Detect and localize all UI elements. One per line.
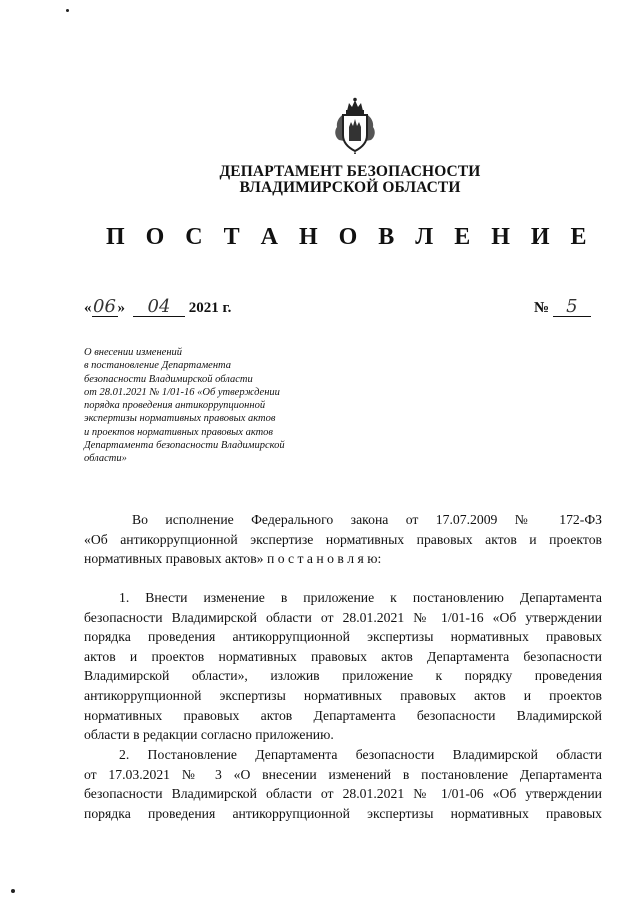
body-line: антикоррупционной экспертизы нормативных правовых актов и проектов [84,687,602,703]
subject-line: Департамента безопасности Владимирской [84,440,285,452]
document-title: П О С Т А Н О В Л Е Н И Е [105,224,595,250]
body-line: актов и проектов нормативных правовых актов Департамента безопасности [84,648,602,664]
date-close-quote: » [117,300,125,316]
body-line: нормативных правовых актов Департамента безопасности Владимирской [84,707,602,723]
subject-block [84,346,285,466]
subject-line: экспертизы нормативных правовых актов [84,413,276,425]
body-line: от 17.03.2021 № 3 «О внесении изменений в постановление Департамента [84,766,602,782]
subject-line: области» [84,453,127,465]
subject-line: и проектов нормативных правовых актов [84,426,273,438]
subject-line: порядка проведения антикоррупционной [84,400,266,412]
date-year: 2021 г. [188,300,232,316]
body-line: порядка проведения антикоррупционной экспертизы нормативных правовых [84,805,602,821]
subject-line: от 28.01.2021 № 1/01-16 «Об утверждении [84,386,280,398]
item-2-paragraph [84,745,602,823]
date-month-field: 04 [133,298,185,317]
coat-of-arms-icon [330,97,380,155]
scan-speck [66,9,69,12]
body-line: безопасности Владимирской области от 28.01.2021 № 1/01-06 «Об утверждении [84,786,602,802]
document-number [534,298,591,317]
body-line: безопасности Владимирской области от 28.01.2021 № 1/01-16 «Об утверждении [84,609,602,625]
body-line: области в редакции согласно приложению. [84,727,334,743]
body-line: 1. Внести изменение в приложение к постановлению Департамента [119,590,602,605]
number-label: № [534,300,550,316]
subject-line: в постановление Департамента [84,360,232,372]
body-line: Во исполнение Федерального закона от 17.07.2009 № 172-ФЗ [132,512,602,527]
number-value-field: 5 [553,298,591,317]
body-line: 2. Постановление Департамента безопасности Владимирской области [119,747,602,762]
item-1-paragraph [84,588,602,745]
department-name-line2: ВЛАДИМИРСКОЙ ОБЛАСТИ [239,179,461,196]
scan-speck [11,889,15,893]
body-line: «Об антикоррупционной экспертизе нормативных правовых актов и проектов [84,531,602,547]
subject-line: О внесении изменений [84,347,183,358]
date-open-quote: « [84,300,92,316]
body-line: нормативных правовых актов» п о с т а н о в л я ю: [84,551,382,567]
document-date [84,298,231,317]
date-day-field: 06 [93,296,116,317]
department-name-line1: ДЕПАРТАМЕНТ БЕЗОПАСНОСТИ [219,163,481,180]
body-line: порядка проведения антикоррупционной экспертизы нормативных правовых [84,629,602,645]
preamble-paragraph [84,510,602,569]
subject-line: безопасности Владимирской области [84,373,253,385]
body-line: Владимирской области», изложив приложение к порядку проведения [84,668,602,684]
